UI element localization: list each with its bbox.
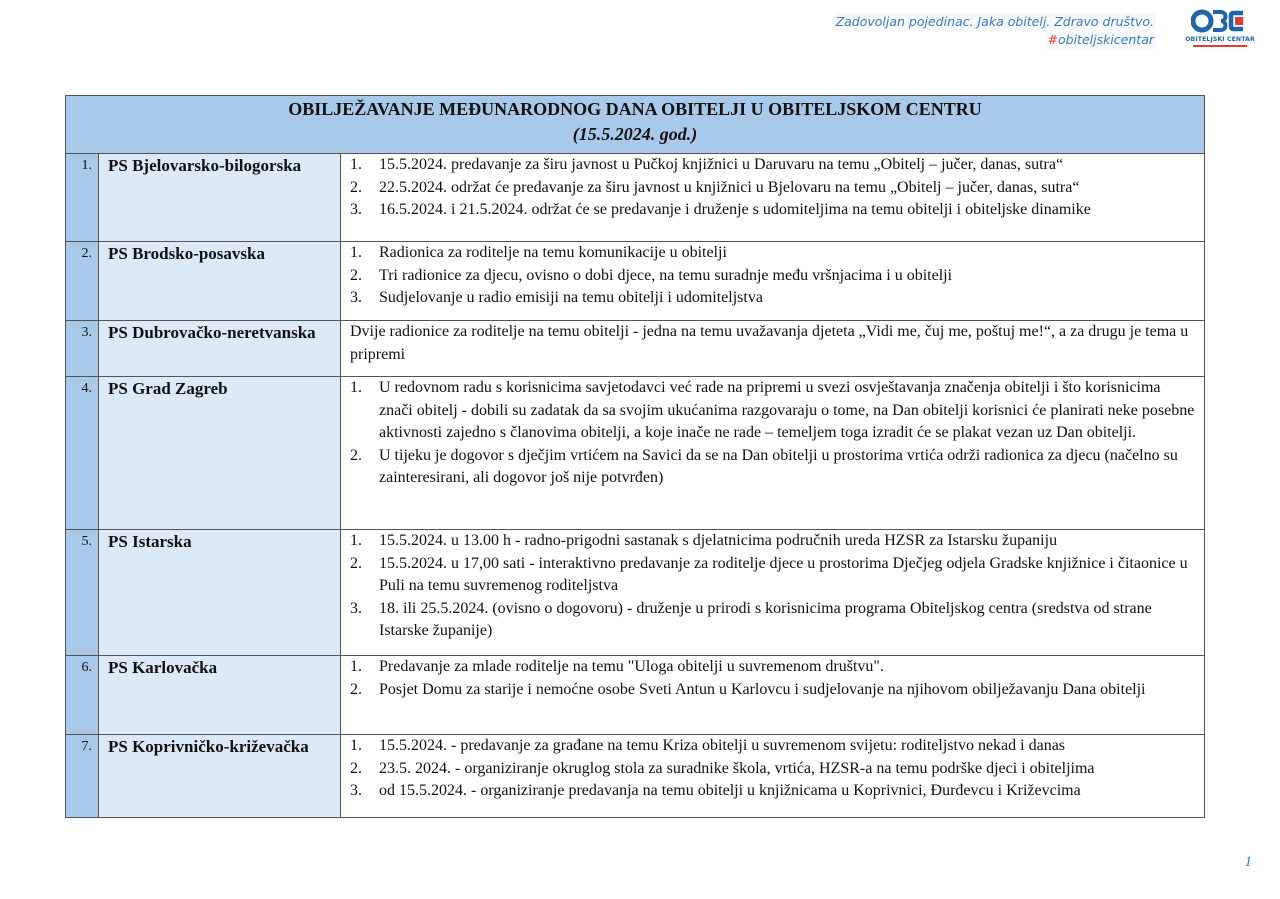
table-title: OBILJEŽAVANJE MEĐUNARODNOG DANA OBITELJI U OBITELJSKOM CENTRU — [288, 99, 982, 119]
list-item-text: U tijeku je dogovor s dječjim vrtićem na Savici da se na Dan obitelji u prostorima vrtića održi radionica za djecu (načelno su zainteresirani, ali dogovor još nije potvrđen) — [379, 446, 1178, 486]
logo-wordmark: OBITELJSKI CENTAR — [1185, 36, 1255, 43]
list-item — [350, 780, 1196, 803]
list-item-text: U redovnom radu s korisnicima savjetodavci već rade na pripremi u svezi osvještavanja značenja obitelji i što korisnicima znači obitelj - dobili su zadatak da sa svojim ukućanima razgovaraju o tome, na Dan obitelji korisnici će planirati neke posebne aktivnosti zajedno s članovima obitelji, a koje inače ne rade – temeljem toga izradit će se plakat vezan uz Dan obitelji. — [379, 379, 1195, 441]
hashtag-symbol: # — [1047, 32, 1058, 47]
list-item — [350, 199, 1196, 222]
table-title-cell — [66, 96, 1205, 154]
table-title-row — [66, 96, 1205, 154]
hashtag — [1046, 31, 1157, 49]
list-marker: 3. — [350, 289, 362, 306]
row-content — [341, 154, 1205, 242]
list-marker: 1. — [350, 379, 362, 396]
row-content — [341, 242, 1205, 321]
row-name: PS Karlovačka — [99, 656, 341, 735]
list-marker: 2. — [350, 266, 362, 284]
list-item — [350, 242, 1196, 265]
slogan-block — [834, 13, 1156, 49]
page-header — [820, 8, 1280, 52]
table-row — [66, 377, 1205, 530]
table-subtitle: (15.5.2024. god.) — [572, 124, 698, 144]
list-marker: 2. — [350, 178, 362, 196]
list-marker: 1. — [350, 156, 362, 173]
obc-logo-icon — [1191, 8, 1247, 34]
table-row — [66, 656, 1205, 735]
row-name: PS Bjelovarsko-bilogorska — [99, 154, 341, 242]
activity-list — [350, 735, 1196, 803]
row-name: PS Koprivničko-križevačka — [99, 735, 341, 818]
table-row — [66, 154, 1205, 242]
list-item-text: Radionica za roditelje na temu komunikacije u obitelji — [379, 244, 727, 261]
list-item-text: 15.5.2024. predavanje za širu javnost u Pučkoj knjižnici u Daruvaru na temu „Obitelj – jučer, danas, sutra“ — [379, 156, 1064, 173]
row-content — [341, 530, 1205, 656]
row-name: PS Istarska — [99, 530, 341, 656]
list-item — [350, 265, 1196, 288]
row-content — [341, 377, 1205, 530]
row-number: 5. — [66, 530, 99, 656]
list-item — [350, 177, 1196, 200]
table-row — [66, 242, 1205, 321]
row-name: PS Grad Zagreb — [99, 377, 341, 530]
row-number: 6. — [66, 656, 99, 735]
list-item — [350, 377, 1196, 445]
list-marker: 3. — [350, 782, 362, 799]
table-row — [66, 321, 1205, 377]
list-marker: 1. — [350, 737, 362, 754]
list-item-text: Posjet Domu za starije i nemoćne osobe Sveti Antun u Karlovcu i sudjelovanje na njihovom obilježavanju Dana obitelji — [379, 680, 1146, 698]
activity-list — [350, 154, 1196, 222]
events-table — [65, 95, 1205, 818]
list-item — [350, 758, 1196, 781]
list-item-text: 15.5.2024. u 17,00 sati - interaktivno predavanje za roditelje djece u prostorima Dječjeg odjela Gradske knjižnice i čitaonice u Puli na temu suvremenog roditeljstva — [379, 554, 1188, 594]
slogan-text: Zadovoljan pojedinac. Jaka obitelj. Zdravo društvo. — [835, 14, 1154, 29]
row-content — [341, 321, 1205, 377]
row-content — [341, 735, 1205, 818]
list-item — [350, 679, 1196, 702]
list-item-text: Predavanje za mlade roditelje na temu "Uloga obitelji u suvremenom društvu". — [379, 658, 884, 675]
list-item — [350, 735, 1196, 758]
list-item — [350, 154, 1196, 177]
row-name: PS Dubrovačko-neretvanska — [99, 321, 341, 377]
list-marker: 3. — [350, 201, 362, 218]
list-item — [350, 656, 1196, 679]
list-marker: 1. — [350, 532, 362, 549]
activity-list — [350, 656, 1196, 701]
hashtag-text: obiteljskicentar — [1057, 32, 1154, 47]
list-item-text: 15.5.2024. - predavanje za građane na temu Kriza obitelji u suvremenom svijetu: roditeljstvo nekad i danas — [379, 737, 1066, 754]
list-marker: 2. — [350, 759, 362, 777]
list-item-text: 23.5. 2024. - organiziranje okruglog stola za suradnike škola, vrtića, HZSR-a na temu podrške djeci i obiteljima — [379, 759, 1095, 777]
activity-list — [350, 377, 1196, 490]
activity-list — [350, 530, 1196, 643]
list-marker: 1. — [350, 244, 362, 261]
logo-underline — [1193, 45, 1247, 47]
list-marker: 2. — [350, 680, 362, 698]
list-item — [350, 598, 1196, 643]
obiteljski-centar-logo — [1180, 8, 1260, 48]
list-item — [350, 445, 1196, 490]
list-marker: 2. — [350, 446, 362, 464]
list-item-text: 18. ili 25.5.2024. (ovisno o dogovoru) - druženje u prirodi s korisnicima programa Obiteljskog centra (sredstva od strane Istarske županije) — [379, 599, 1152, 639]
list-item-text: 22.5.2024. održat će predavanje za širu javnost u knjižnici u Bjelovaru na temu „Obitelj – jučer, danas, sutra“ — [379, 178, 1080, 196]
row-name: PS Brodsko-posavska — [99, 242, 341, 321]
list-marker: 2. — [350, 554, 362, 572]
list-item — [350, 530, 1196, 553]
list-item — [350, 553, 1196, 598]
list-item — [350, 287, 1196, 310]
row-content — [341, 656, 1205, 735]
row-number: 2. — [66, 242, 99, 321]
activity-list — [350, 242, 1196, 310]
row-number: 7. — [66, 735, 99, 818]
list-item-text: od 15.5.2024. - organiziranje predavanja na temu obitelji u knjižnicama u Koprivnici, Đurđevcu i Križevcima — [379, 782, 1081, 799]
list-marker: 3. — [350, 599, 362, 617]
row-paragraph: Dvije radionice za roditelje na temu obitelji - jedna na temu uvažavanja djeteta „Vidi me, čuj me, poštuj me!“, a za drugu je tema u pripremi — [350, 323, 1189, 363]
list-item-text: 16.5.2024. i 21.5.2024. održat će se predavanje i druženje s udomiteljima na temu obitelji i obiteljske dinamike — [379, 201, 1091, 218]
table-row — [66, 735, 1205, 818]
row-number: 1. — [66, 154, 99, 242]
list-item-text: 15.5.2024. u 13.00 h - radno-prigodni sastanak s djelatnicima područnih ureda HZSR za Istarsku županiju — [379, 532, 1058, 549]
list-marker: 1. — [350, 658, 362, 675]
list-item-text: Sudjelovanje u radio emisiji na temu obitelji i udomiteljstva — [379, 289, 763, 306]
page-number: 1 — [1244, 854, 1252, 870]
row-number: 3. — [66, 321, 99, 377]
row-number: 4. — [66, 377, 99, 530]
list-item-text: Tri radionice za djecu, ovisno o dobi djece, na temu suradnje među vršnjacima i u obitelji — [379, 266, 953, 284]
table-row — [66, 530, 1205, 656]
